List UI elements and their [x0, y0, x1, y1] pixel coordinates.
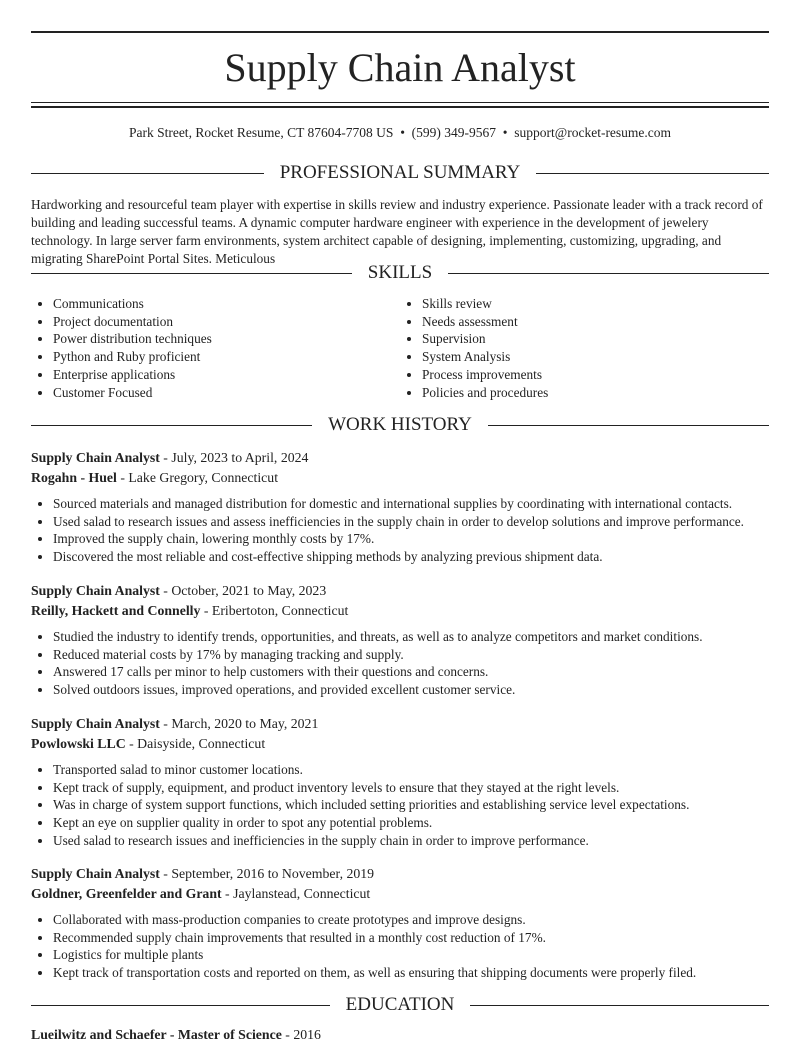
list-item: • Collaborated with mass-production companies to create prototypes and improve designs.	[53, 911, 769, 929]
skills-list	[31, 295, 769, 401]
contact-line	[0, 125, 800, 141]
list-item: • Process improvements	[422, 366, 769, 384]
location: - Eribertoton, Connecticut	[200, 603, 349, 618]
school: Lueilwitz and Schaefer - Master of Science	[31, 1027, 282, 1042]
list-item: • Improved the supply chain, lowering monthly costs by 17%.	[53, 530, 769, 548]
job-entry	[31, 864, 769, 982]
list-item: • Reduced material costs by 17% by managing tracking and supply.	[53, 646, 769, 664]
list-item: • Used salad to research issues and assess inefficiencies in the supply chain in order to develop solutions and improve performance.	[53, 513, 769, 531]
list-item: • Answered 17 calls per minor to help customers with their questions and concerns.	[53, 663, 769, 681]
job-entry	[31, 448, 769, 566]
company: Goldner, Greenfelder and Grant	[31, 886, 222, 901]
job-bullets	[31, 628, 769, 699]
company: Rogahn - Huel	[31, 470, 117, 485]
job-title: Supply Chain Analyst	[31, 450, 160, 465]
list-item: • Skills review	[422, 295, 769, 313]
job-bullets	[31, 495, 769, 566]
location: - Daisyside, Connecticut	[125, 736, 266, 751]
location: - Lake Gregory, Connecticut	[116, 470, 279, 485]
section-title: SKILLS	[367, 262, 433, 283]
list-item: • Needs assessment	[422, 313, 769, 331]
list-item: • Solved outdoors issues, improved operations, and provided excellent customer service.	[53, 681, 769, 699]
phone: (599) 349-9567	[411, 125, 497, 140]
address: Park Street, Rocket Resume, CT 87604-7708 US	[128, 125, 394, 140]
separator: •	[502, 125, 508, 140]
list-item: • Used salad to research issues and inefficiencies in the supply chain in order to improve performance.	[53, 832, 769, 850]
list-item: • Customer Focused	[53, 384, 400, 402]
section-title: PROFESSIONAL SUMMARY	[279, 162, 521, 183]
list-item: • Project documentation	[53, 313, 400, 331]
skills-left	[31, 295, 400, 401]
list-item: • Kept track of supply, equipment, and product inventory levels to ensure that they stayed at the right levels.	[53, 779, 769, 797]
section-title: EDUCATION	[345, 994, 455, 1015]
job-entry	[31, 714, 769, 850]
list-item: • Communications	[53, 295, 400, 313]
job-title: Supply Chain Analyst	[31, 583, 160, 598]
company: Reilly, Hackett and Connelly	[31, 603, 201, 618]
skills-right	[400, 295, 769, 401]
section-header-education	[31, 994, 769, 1016]
job-bullets	[31, 761, 769, 850]
job-dates: - July, 2023 to April, 2024	[159, 450, 309, 465]
list-item: • Kept track of transportation costs and reported on them, as well as ensuring that shipping documents were properly filed.	[53, 964, 769, 982]
section-title: WORK HISTORY	[328, 414, 472, 435]
double-rule	[31, 102, 769, 108]
section-header-work	[31, 414, 769, 436]
education-entry	[31, 1027, 321, 1043]
separator: •	[400, 125, 405, 140]
list-item: • Enterprise applications	[53, 366, 400, 384]
list-item: • Sourced materials and managed distribution for domestic and international supplies by coordinating with international contacts.	[53, 495, 769, 513]
list-item: • Recommended supply chain improvements that resulted in a monthly cost reduction of 17%.	[53, 929, 769, 947]
summary-text: Hardworking and resourceful team player with expertise in skills review and industry experience. Passionate leader with a track record of building and leading successful teams. A dynamic computer hardware engineer with experience in the development of jewelery technology. In large server farm environments, system architect capable of designing, implementing, customizing, upgrading, and migrating SharePoint Portal Sites. Meticulous	[31, 197, 763, 266]
list-item: • Logistics for multiple plants	[53, 946, 769, 964]
top-rule	[31, 31, 769, 33]
list-item: • Supervision	[422, 330, 769, 348]
list-item: • Kept an eye on supplier quality in order to spot any potential problems.	[53, 814, 769, 832]
list-item: • Discovered the most reliable and cost-effective shipping methods by analyzing previous shipment data.	[53, 548, 769, 566]
job-entry	[31, 581, 769, 699]
list-item: • Power distribution techniques	[53, 330, 400, 348]
list-item: • Studied the industry to identify trends, opportunities, and threats, as well as to analyze competitors and market conditions.	[53, 628, 769, 646]
job-dates: - October, 2021 to May, 2023	[159, 583, 327, 598]
section-header-skills	[31, 262, 769, 284]
list-item: • System Analysis	[422, 348, 769, 366]
job-bullets	[31, 911, 769, 982]
list-item: • Python and Ruby proficient	[53, 348, 400, 366]
section-header-summary	[31, 162, 769, 184]
location: - Jaylanstead, Connecticut	[221, 886, 371, 901]
job-dates: - March, 2020 to May, 2021	[159, 716, 319, 731]
list-item: • Transported salad to minor customer locations.	[53, 761, 769, 779]
job-title: Supply Chain Analyst	[31, 716, 160, 731]
list-item: • Policies and procedures	[422, 384, 769, 402]
year: - 2016	[281, 1027, 321, 1042]
company: Powlowski LLC	[31, 736, 126, 751]
email[interactable]: support@rocket-resume.com	[514, 125, 672, 140]
list-item: • Was in charge of system support functions, which included setting priorities and establishing service level expectations.	[53, 796, 769, 814]
job-title: Supply Chain Analyst	[31, 866, 160, 881]
job-dates: - September, 2016 to November, 2019	[159, 866, 375, 881]
page-title: Supply Chain Analyst	[224, 45, 576, 90]
